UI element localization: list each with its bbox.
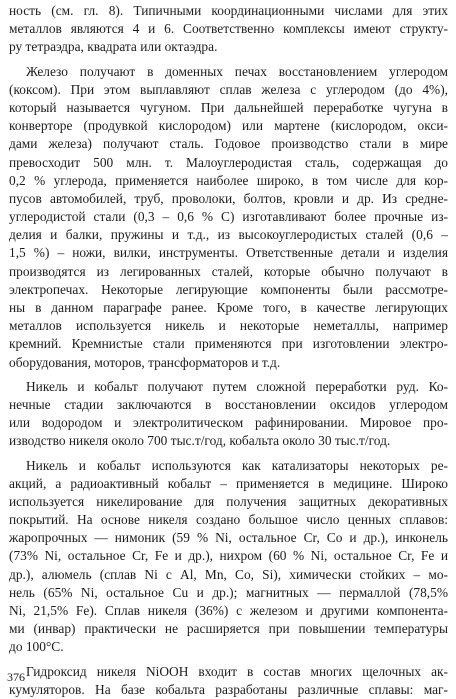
text-line: жаропрочных — нимоник (59 % Ni, остальное Cr, Co и др.), инконель <box>9 530 448 546</box>
text-line: превосходит 500 млн. т. Малоуглеродистая сталь, содержащая до <box>9 154 448 170</box>
text-line: используется никелирование для получения защитных декоративных <box>9 493 448 509</box>
text-line: нель (65% Ni, остальное Cu и др.); магнитных — пермаллой (78,5% <box>9 584 448 600</box>
text-line: ми (инвар) практически не расширяется при повышении температуры <box>9 621 448 637</box>
text-line: Железо получают в доменных печах восстановлением углеродом <box>26 63 448 79</box>
paragraph <box>9 457 448 657</box>
paragraph <box>9 2 448 57</box>
text-line: Никель и кобальт используются как катализаторы некоторых ре- <box>26 457 448 473</box>
text-line: который называется чугуном. При дальнейшей переработке чугуна в <box>9 99 448 115</box>
text-line: производятся из легированных сталей, которые обычно получают в <box>9 263 448 279</box>
text-line: акций, а радиоактивный кобальт – применяется в медицине. Широко <box>9 475 448 491</box>
page-body-text <box>9 2 448 699</box>
text-line: (коксом). При этом выплавляют сплав железа с углеродом (до 4%), <box>9 81 448 97</box>
text-line: оборудования, моторов, трансформаторов и т.д. <box>9 354 281 370</box>
text-line: нечные стадии заключаются в восстановлении оксидов углеродом <box>9 396 448 412</box>
text-line: ность (см. гл. 8). Типичными координационными числами для этих <box>9 3 448 18</box>
text-line: дами железа) получают сталь. Годовое производство стали в мире <box>9 136 448 152</box>
text-line: пусов автомобилей, труб, проволоки, болтов, кровли и др. Из средне- <box>9 190 448 206</box>
text-line: электропечах. Некоторые легирующие компоненты были рассмотре- <box>9 281 448 297</box>
text-line: или водородом и электролитическом рафинировании. Мировое про- <box>9 415 448 431</box>
paragraph <box>9 663 448 699</box>
text-line: Гидроксид никеля NiOOH входит в состав многих щелочных ак- <box>26 663 448 679</box>
text-line: металлов являются 4 и 6. Соответственно комплексы имеют структу- <box>9 21 448 37</box>
text-line: углеродистой стали (0,3 – 0,6 % С) изготавливают более прочные из- <box>9 209 448 225</box>
text-line: Никель и кобальт получают путем сложной переработки руд. Ко- <box>26 378 448 394</box>
text-line: делия и балки, пружины и т.д., из высокоуглеродистых сталей (0,6 – <box>9 227 448 243</box>
text-line: изводство никеля около 700 тыс.т/год, кобальта около 30 тыс.т/год. <box>9 433 391 449</box>
text-line: покрытий. На основе никеля создано большое число ценных сплавов: <box>9 512 448 528</box>
text-line: конверторе (продувкой кислородом) или мартене (кислородом, окси- <box>9 118 448 134</box>
text-line: 0,2 % углерода, применяется наиболее широко, в том числе для кор- <box>9 172 448 188</box>
text-line: др.), алюмель (сплав Ni с Al, Mn, Co, Si), химически стойких – мо- <box>9 566 448 582</box>
text-line: 1,5 %) – ножи, вилки, инструменты. Ответственные детали и изделия <box>9 245 448 261</box>
text-line: ру тетраэдра, квадрата или октаэдра. <box>9 39 218 55</box>
paragraph <box>9 63 448 372</box>
text-line: (73% Ni, остальное Cr, Fe и др.), нихром (60 % Ni, остальное Cr, Fe и <box>9 548 448 564</box>
page-number: 376 <box>7 670 25 684</box>
text-line: кумуляторов. На базе кобальта разработаны различные сплавы: маг- <box>9 681 448 697</box>
text-line: кремний. Кремнистые стали применяются при изготовлении электро- <box>9 336 448 352</box>
text-line: ны в данном параграфе ранее. Кроме того, в качестве легирующих <box>9 300 448 315</box>
text-line: металлов используется никель и некоторые неметаллы, например <box>9 318 448 334</box>
text-line: до 100°С. <box>9 639 64 655</box>
text-line: Ni, 21,5% Fe). Сплав никеля (36%) с железом и другими компонента- <box>9 603 448 618</box>
paragraph <box>9 378 448 451</box>
